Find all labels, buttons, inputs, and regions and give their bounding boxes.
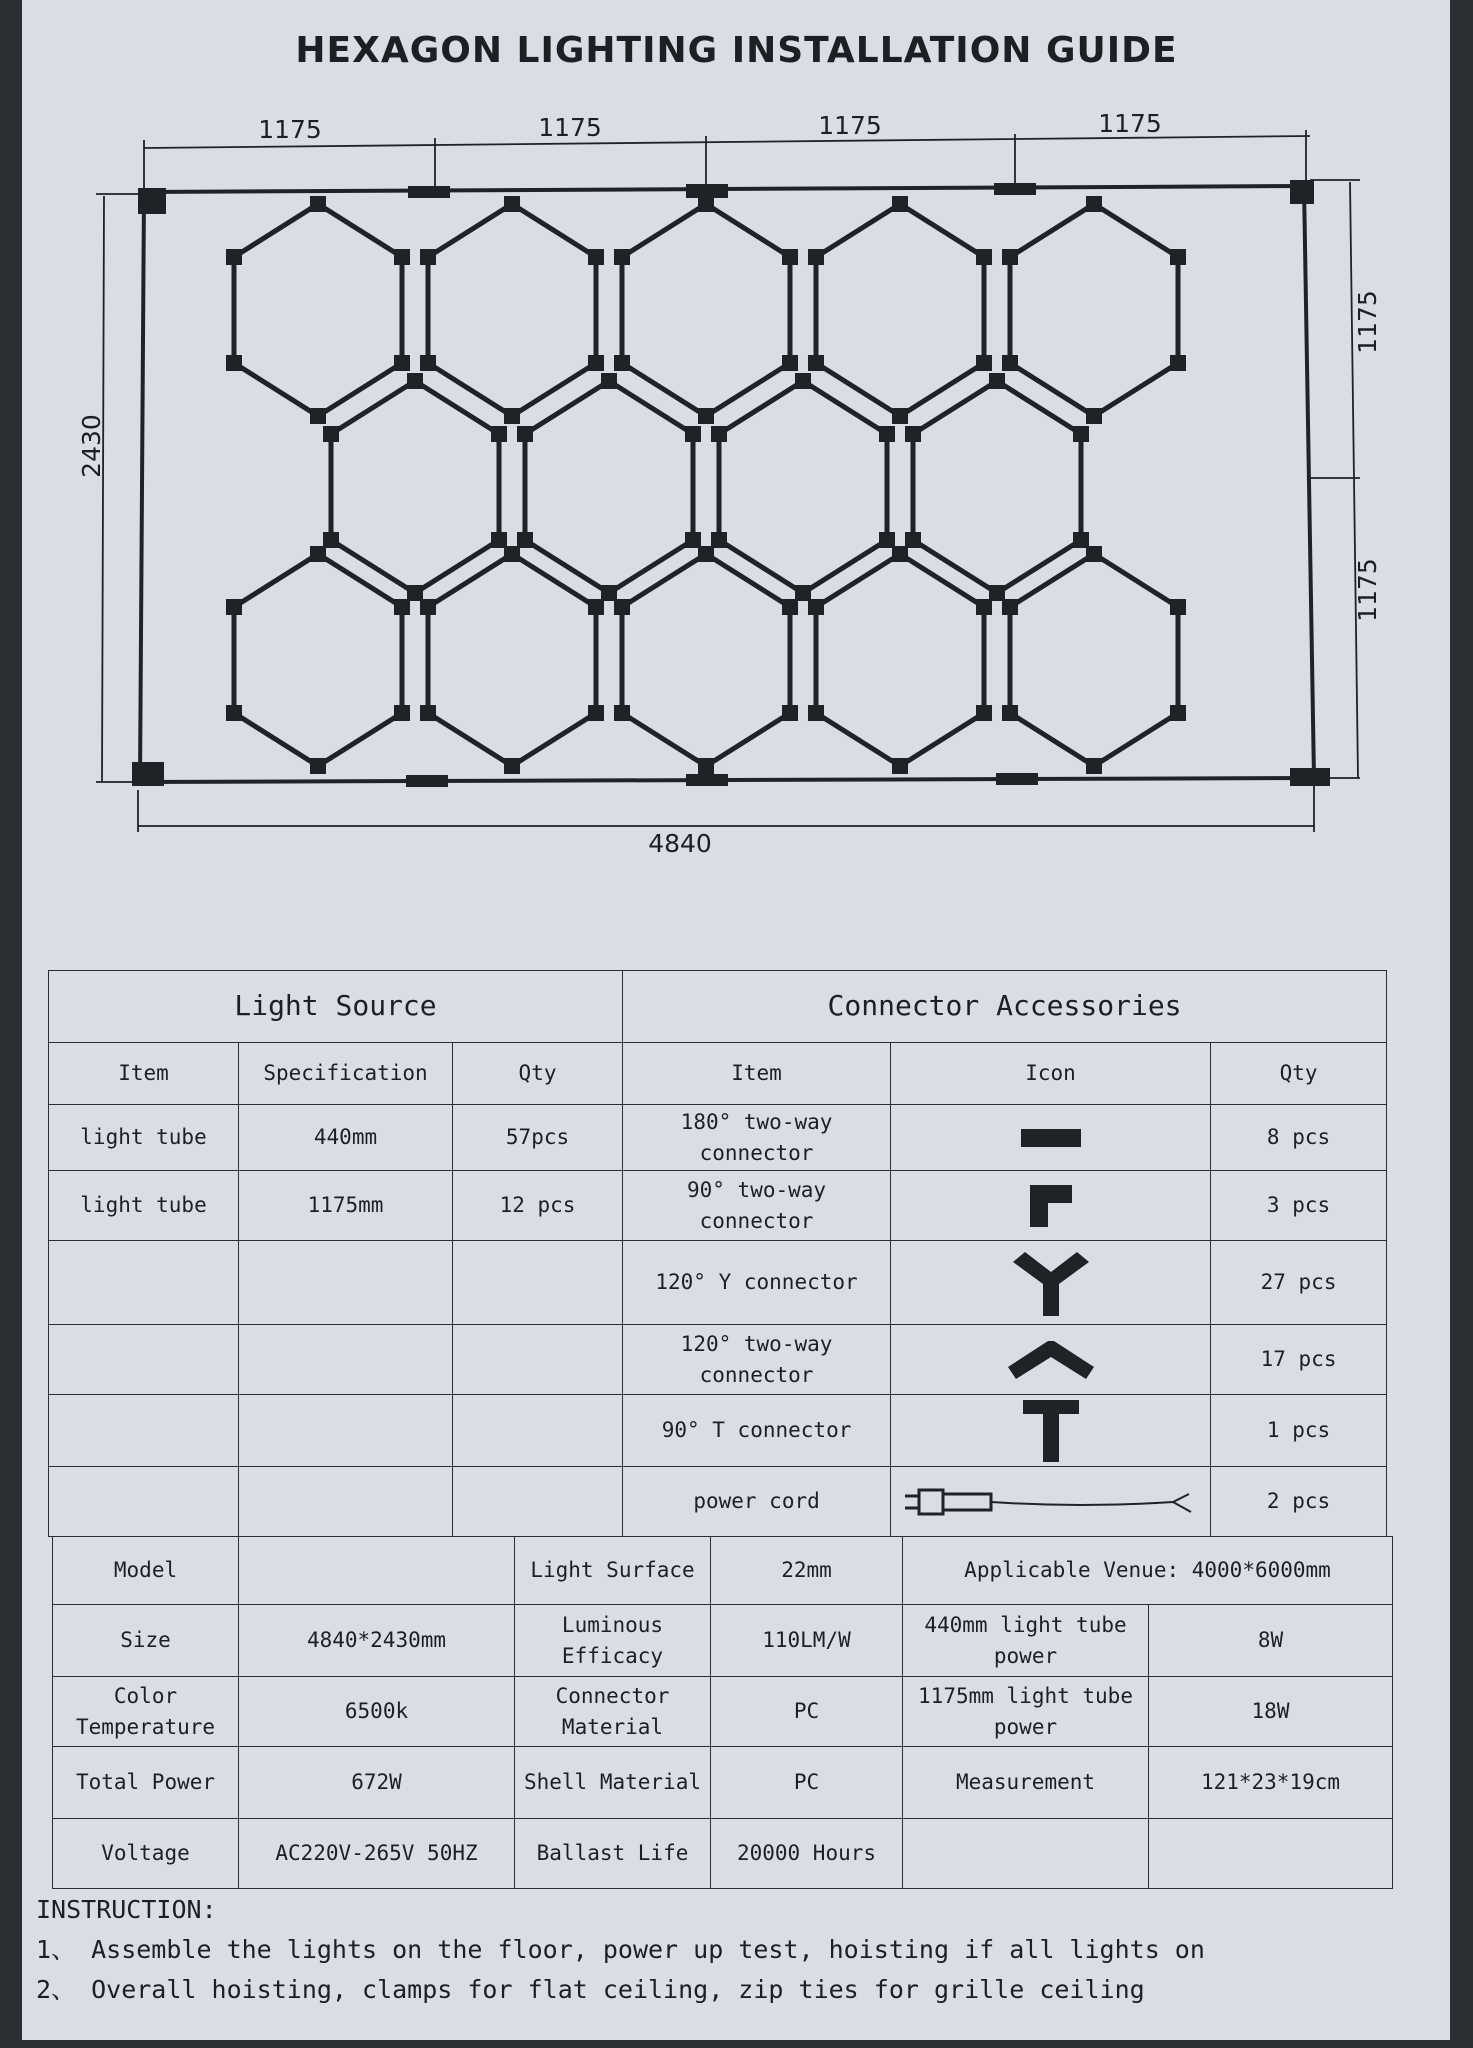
- hex-connector-node: [614, 249, 630, 265]
- total-power-label: Total Power: [53, 1747, 239, 1819]
- hex-connector-node: [504, 196, 520, 212]
- hex-connector-node: [685, 426, 701, 442]
- connector-accessories-title: Connector Accessories: [623, 971, 1387, 1043]
- hex-connector-node: [394, 249, 410, 265]
- specification-table: [52, 1536, 1393, 1889]
- ls-header-qty: Qty: [453, 1043, 623, 1105]
- dim-top-3: 1175: [818, 111, 882, 140]
- shell-material-value: PC: [711, 1747, 903, 1819]
- hex-connector-node: [504, 408, 520, 424]
- hex-connector-node: [782, 249, 798, 265]
- hex-connector-node: [989, 585, 1005, 601]
- hex-connector-node: [310, 408, 326, 424]
- ca-row3-item: 120° Y connector: [623, 1241, 891, 1325]
- light-source-title: Light Source: [49, 971, 623, 1043]
- hex-connector-node: [491, 532, 507, 548]
- hex-connector-node: [879, 426, 895, 442]
- elbow-connector-icon: [891, 1171, 1211, 1241]
- connector-material-label: Connector Material: [515, 1677, 711, 1747]
- ballast-life-label: Ballast Life: [515, 1819, 711, 1889]
- tube440-power-value: 8W: [1149, 1605, 1393, 1677]
- dim-top-2: 1175: [538, 113, 602, 142]
- ls-row2-spec: 1175mm: [239, 1171, 453, 1241]
- voltage-label: Voltage: [53, 1819, 239, 1889]
- hex-connector-node: [394, 355, 410, 371]
- hex-connector-node: [1086, 546, 1102, 562]
- ballast-life-value: 20000 Hours: [711, 1819, 903, 1889]
- ca-row3-qty: 27 pcs: [1211, 1241, 1387, 1325]
- frame-connectors: [132, 180, 1330, 787]
- hex-connector-node: [892, 408, 908, 424]
- connector-material-value: PC: [711, 1677, 903, 1747]
- ca-row6-qty: 2 pcs: [1211, 1467, 1387, 1537]
- hex-connector-node: [1002, 249, 1018, 265]
- hex-connector-node: [808, 355, 824, 371]
- hex-connector-node: [226, 705, 242, 721]
- ls-row1-item: light tube: [49, 1105, 239, 1171]
- efficacy-label: Luminous Efficacy: [515, 1605, 711, 1677]
- hexagon-light: [525, 381, 693, 593]
- hexagon-light: [816, 204, 984, 416]
- hex-connector-node: [226, 599, 242, 615]
- tube1175-power-value: 18W: [1149, 1677, 1393, 1747]
- hex-connector-node: [310, 758, 326, 774]
- hex-connector-node: [795, 373, 811, 389]
- hex-connector-node: [879, 532, 895, 548]
- light-surface-label: Light Surface: [515, 1537, 711, 1605]
- hex-connector-node: [711, 426, 727, 442]
- ls-row1-qty: 57pcs: [453, 1105, 623, 1171]
- angle-connector-icon: [891, 1325, 1211, 1395]
- hex-connector-node: [310, 196, 326, 212]
- ca-row2-qty: 3 pcs: [1211, 1171, 1387, 1241]
- hex-connector-node: [1170, 705, 1186, 721]
- dim-top-1: 1175: [258, 115, 322, 144]
- instruction-title: INSTRUCTION:: [36, 1895, 217, 1924]
- hexagon-light: [331, 381, 499, 593]
- hex-connector-node: [795, 585, 811, 601]
- hex-connector-node: [517, 426, 533, 442]
- hex-connector-node: [226, 249, 242, 265]
- hex-connector-node: [601, 585, 617, 601]
- hex-connector-node: [698, 408, 714, 424]
- hex-connector-node: [1002, 355, 1018, 371]
- hex-connector-node: [614, 705, 630, 721]
- hex-connector-node: [614, 599, 630, 615]
- page-title: HEXAGON LIGHTING INSTALLATION GUIDE: [295, 30, 1178, 71]
- hex-connector-node: [394, 599, 410, 615]
- hex-connector-node: [407, 585, 423, 601]
- hexagon-light: [622, 554, 790, 766]
- hex-connector-node: [698, 546, 714, 562]
- hex-connector-node: [698, 758, 714, 774]
- accessories-table: [48, 970, 1387, 1537]
- hex-connector-node: [517, 532, 533, 548]
- hexagon-light: [428, 554, 596, 766]
- hex-connector-node: [782, 599, 798, 615]
- hex-connector-node: [1086, 408, 1102, 424]
- ls-row2-item: light tube: [49, 1171, 239, 1241]
- hex-connector-node: [588, 249, 604, 265]
- light-surface-value: 22mm: [711, 1537, 903, 1605]
- hex-connector-node: [588, 355, 604, 371]
- ca-header-item: Item: [623, 1043, 891, 1105]
- hex-connector-node: [226, 355, 242, 371]
- hex-connector-node: [491, 426, 507, 442]
- hex-connector-node: [782, 355, 798, 371]
- hex-connector-node: [323, 532, 339, 548]
- hex-connector-node: [892, 546, 908, 562]
- hex-connector-node: [588, 705, 604, 721]
- hex-connector-node: [1170, 599, 1186, 615]
- voltage-value: AC220V-265V 50HZ: [239, 1819, 515, 1889]
- ca-row1-qty: 8 pcs: [1211, 1105, 1387, 1171]
- hex-connector-node: [504, 546, 520, 562]
- hex-connector-node: [1170, 355, 1186, 371]
- hex-connector-node: [1086, 196, 1102, 212]
- ls-header-spec: Specification: [239, 1043, 453, 1105]
- dim-bottom: 4840: [648, 829, 712, 858]
- hexagon-layout-diagram: [0, 0, 1473, 880]
- hex-connector-node: [323, 426, 339, 442]
- tube440-power-label: 440mm light tube power: [903, 1605, 1149, 1677]
- hex-connector-node: [1002, 599, 1018, 615]
- tube1175-power-label: 1175mm light tube power: [903, 1677, 1149, 1747]
- t-connector-icon: [891, 1395, 1211, 1467]
- ls-row2-qty: 12 pcs: [453, 1171, 623, 1241]
- instruction-step-2: 2、 Overall hoisting, clamps for flat ceiling, zip ties for grille ceiling: [36, 1975, 1145, 2004]
- hex-connector-node: [905, 426, 921, 442]
- ca-row5-qty: 1 pcs: [1211, 1395, 1387, 1467]
- hexagon-light: [1010, 554, 1178, 766]
- hex-connector-node: [504, 758, 520, 774]
- instructions: [36, 1890, 1205, 2010]
- hex-connector-node: [989, 373, 1005, 389]
- ca-row1-item: 180° two-way connector: [623, 1105, 891, 1171]
- hex-connector-node: [892, 758, 908, 774]
- hex-connector-node: [976, 705, 992, 721]
- model-value: [239, 1537, 515, 1605]
- hex-connector-node: [976, 599, 992, 615]
- hex-connector-node: [601, 373, 617, 389]
- efficacy-value: 110LM/W: [711, 1605, 903, 1677]
- dim-right-1: 1175: [1353, 290, 1382, 354]
- hex-connector-node: [407, 373, 423, 389]
- hex-connector-node: [808, 705, 824, 721]
- shell-material-label: Shell Material: [515, 1747, 711, 1819]
- dim-left: 2430: [77, 414, 106, 478]
- instruction-step-1: 1、 Assemble the lights on the floor, power up test, hoisting if all lights on: [36, 1935, 1205, 1964]
- hex-connector-node: [892, 196, 908, 212]
- total-power-value: 672W: [239, 1747, 515, 1819]
- ca-row4-item: 120° two-way connector: [623, 1325, 891, 1395]
- measurement-label: Measurement: [903, 1747, 1149, 1819]
- straight-connector-icon: [891, 1105, 1211, 1171]
- ls-header-item: Item: [49, 1043, 239, 1105]
- hex-connector-node: [420, 599, 436, 615]
- size-value: 4840*2430mm: [239, 1605, 515, 1677]
- frame: [140, 186, 1314, 782]
- hex-connector-node: [420, 249, 436, 265]
- hex-connector-node: [782, 705, 798, 721]
- hex-connector-node: [976, 355, 992, 371]
- dim-top-4: 1175: [1098, 109, 1162, 138]
- hex-connector-node: [420, 355, 436, 371]
- hexagon-light: [428, 204, 596, 416]
- ca-row2-item: 90° two-way connector: [623, 1171, 891, 1241]
- dimension-lines: [96, 130, 1360, 832]
- ca-header-icon: Icon: [891, 1043, 1211, 1105]
- hex-connector-node: [698, 196, 714, 212]
- hexagon-light: [913, 381, 1081, 593]
- hex-connector-node: [1073, 532, 1089, 548]
- hex-connector-node: [905, 532, 921, 548]
- dim-right-2: 1175: [1353, 558, 1382, 622]
- power-cord-icon: [891, 1467, 1211, 1537]
- hex-connector-node: [420, 705, 436, 721]
- model-label: Model: [53, 1537, 239, 1605]
- hex-connector-node: [1002, 705, 1018, 721]
- y-connector-icon: [891, 1241, 1211, 1325]
- hex-connector-node: [711, 532, 727, 548]
- hex-connector-node: [976, 249, 992, 265]
- hex-connector-node: [685, 532, 701, 548]
- ca-row5-item: 90° T connector: [623, 1395, 891, 1467]
- hex-connector-node: [614, 355, 630, 371]
- hex-connector-node: [310, 546, 326, 562]
- hexagon-light: [816, 554, 984, 766]
- hex-connector-node: [808, 249, 824, 265]
- ls-row1-spec: 440mm: [239, 1105, 453, 1171]
- ca-header-qty: Qty: [1211, 1043, 1387, 1105]
- color-temp-value: 6500k: [239, 1677, 515, 1747]
- hexagon-light: [234, 204, 402, 416]
- hexagon-light: [234, 554, 402, 766]
- hex-connector-node: [808, 599, 824, 615]
- measurement-value: 121*23*19cm: [1149, 1747, 1393, 1819]
- ca-row6-item: power cord: [623, 1467, 891, 1537]
- hexagon-light: [622, 204, 790, 416]
- hexagon-light: [719, 381, 887, 593]
- hex-connector-node: [588, 599, 604, 615]
- size-label: Size: [53, 1605, 239, 1677]
- hex-connector-node: [394, 705, 410, 721]
- hex-connector-node: [1170, 249, 1186, 265]
- hex-connector-node: [1086, 758, 1102, 774]
- hex-connector-node: [1073, 426, 1089, 442]
- applicable-venue: Applicable Venue: 4000*6000mm: [903, 1537, 1393, 1605]
- hexagon-light: [1010, 204, 1178, 416]
- color-temp-label: Color Temperature: [53, 1677, 239, 1747]
- ca-row4-qty: 17 pcs: [1211, 1325, 1387, 1395]
